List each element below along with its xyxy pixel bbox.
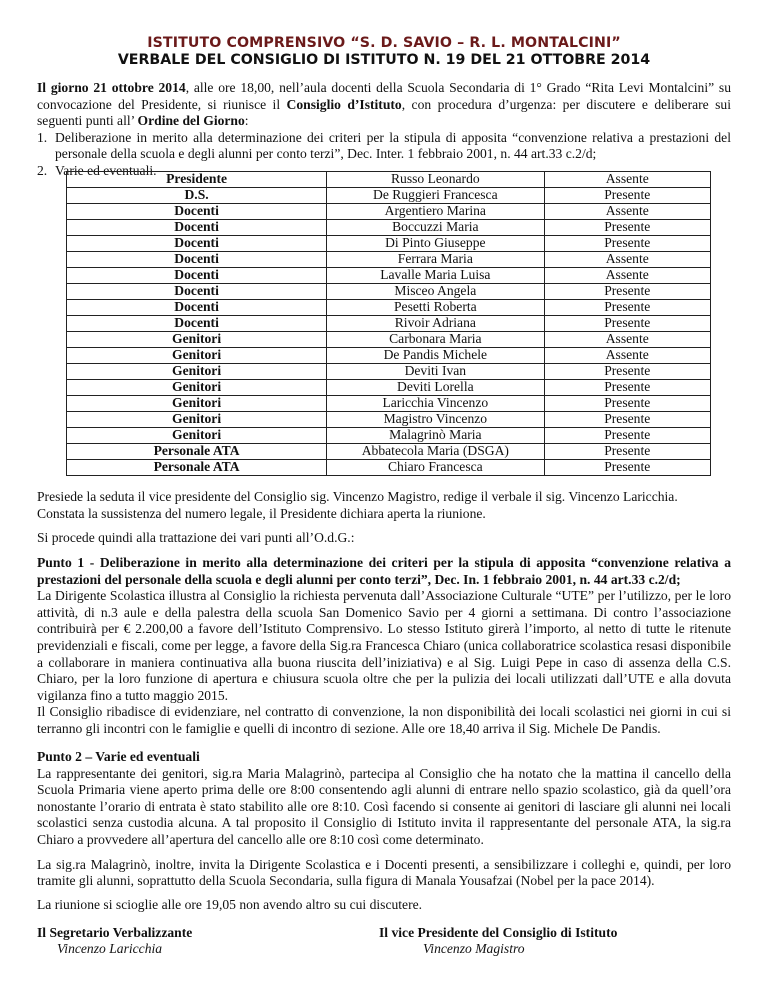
point-2-section: [37, 749, 731, 890]
name-cell: De Pandis Michele: [327, 348, 544, 364]
role-cell: Docenti: [67, 252, 327, 268]
status-cell: Presente: [544, 316, 711, 332]
table-row: [67, 428, 711, 444]
status-cell: Presente: [544, 460, 711, 476]
opening-section: [37, 489, 731, 522]
role-cell: Genitori: [67, 412, 327, 428]
status-cell: Presente: [544, 396, 711, 412]
role-cell: Docenti: [67, 236, 327, 252]
role-cell: Genitori: [67, 364, 327, 380]
status-cell: Presente: [544, 284, 711, 300]
status-cell: Presente: [544, 188, 711, 204]
status-cell: Presente: [544, 220, 711, 236]
name-cell: Magistro Vincenzo: [327, 412, 544, 428]
name-cell: Lavalle Maria Luisa: [327, 268, 544, 284]
signature-label: Il vice Presidente del Consiglio di Istituto: [379, 925, 618, 940]
vice-president-signature: [379, 925, 617, 957]
role-cell: Genitori: [67, 428, 327, 444]
role-cell: Docenti: [67, 204, 327, 220]
table-row: [67, 348, 711, 364]
chair-statement: Presiede la seduta il vice presidente del Consiglio sig. Vincenzo Magistro, redige il verbale il sig. Vincenzo Laricchia.: [37, 489, 678, 504]
status-cell: Assente: [544, 332, 711, 348]
name-cell: Rivoir Adriana: [327, 316, 544, 332]
status-cell: Assente: [544, 268, 711, 284]
status-cell: Presente: [544, 236, 711, 252]
status-cell: Presente: [544, 300, 711, 316]
meeting-date: Il giorno 21 ottobre 2014: [37, 80, 186, 95]
agenda-item: 1. Deliberazione in merito alla determinazione dei criteri per la stipula di apposita “convenzione relativa a prestazioni del personale della scuola e degli alunni per conto terzi”, Dec. Inter. 1 febbraio 2001, n. 44 art.33 c.2/d;: [37, 129, 731, 162]
name-cell: Deviti Lorella: [327, 380, 544, 396]
table-row: [67, 380, 711, 396]
status-cell: Presente: [544, 380, 711, 396]
agenda-label: Ordine del Giorno: [137, 113, 245, 129]
status-cell: Presente: [544, 444, 711, 460]
name-cell: Ferrara Maria: [327, 252, 544, 268]
institute-title: ISTITUTO COMPRENSIVO “S. D. SAVIO – R. L. MONTALCINI”: [147, 35, 621, 51]
name-cell: Deviti Ivan: [327, 364, 544, 380]
role-cell: Docenti: [67, 220, 327, 236]
role-cell: Genitori: [67, 332, 327, 348]
name-cell: Di Pinto Giuseppe: [327, 236, 544, 252]
table-row: [67, 188, 711, 204]
table-row: [67, 460, 711, 476]
table-row: [67, 332, 711, 348]
attendance-table: [66, 171, 711, 476]
table-row: [67, 396, 711, 412]
role-cell: Personale ATA: [67, 444, 327, 460]
table-row: [67, 316, 711, 332]
status-cell: Assente: [544, 204, 711, 220]
closing-statement: La riunione si scioglie alle ore 19,05 non avendo altro su cui discutere.: [37, 897, 423, 912]
status-cell: Assente: [544, 172, 711, 188]
table-row: [67, 300, 711, 316]
status-cell: Assente: [544, 348, 711, 364]
minutes-title: VERBALE DEL CONSIGLIO DI ISTITUTO N. 19 DEL 21 OTTOBRE 2014: [117, 52, 651, 68]
signature-label: Il Segretario Verbalizzante: [37, 925, 193, 940]
name-cell: Misceo Angela: [327, 284, 544, 300]
quorum-statement: Constata la sussistenza del numero legale, il Presidente dichiara aperta la riunione.: [37, 505, 486, 521]
point-2-heading: Punto 2 – Varie ed eventuali: [37, 749, 200, 764]
point-1-paragraph: Il Consiglio ribadisce di evidenziare, nel contratto di convenzione, la non disponibilità dei locali scolastici nei giorni in cui si terranno gli incontri con le famiglie e quelli di incontro di sezione. Alle ore 18,40 arriva il Sig. Michele De Pandis.: [37, 704, 731, 736]
table-row: [67, 172, 711, 188]
role-cell: D.S.: [67, 188, 327, 204]
table-row: [67, 236, 711, 252]
name-cell: Argentiero Marina: [327, 204, 544, 220]
role-cell: Docenti: [67, 316, 327, 332]
point-1-heading: Punto 1 - Deliberazione in merito alla determinazione dei criteri per la stipula di apposita “convenzione relativa a prestazioni del personale della scuola e degli alunni per conto terzi”, Dec. In. 1 febbraio 2001, n. 44 art.33 c.2/d;: [37, 555, 731, 587]
secretary-signature: [37, 925, 192, 957]
name-cell: Chiaro Francesca: [327, 460, 544, 476]
name-cell: Malagrinò Maria: [327, 428, 544, 444]
signature-name: Vincenzo Magistro: [423, 941, 525, 956]
point-1-section: [37, 555, 731, 738]
point-2-paragraph: La rappresentante dei genitori, sig.ra Maria Malagrinò, partecipa al Consiglio che ha notato che la mattina il cancello della Scuola Primaria viene aperto prima delle ore 8:00 consentendo agli alunni di entrare nello spazio scolastico, già da quell’ora nonostante l’orario di entrata è stato stabilito alle ore 8:10. Così facendo si consente ai genitori di lasciare gli alunni nei locali scolastici senza custodia alcuna. A tal proposito il Consiglio di Istituto invita il rappresentante del personale ATA, la sig.ra Chiaro a provvedere all’apertura del cancello alle ore 8:10 così come determinato.: [37, 765, 731, 847]
status-cell: Presente: [544, 412, 711, 428]
role-cell: Docenti: [67, 300, 327, 316]
status-cell: Assente: [544, 252, 711, 268]
name-cell: Pesetti Roberta: [327, 300, 544, 316]
table-row: [67, 252, 711, 268]
table-row: [67, 364, 711, 380]
table-row: [67, 220, 711, 236]
council-name: Consiglio d’Istituto: [286, 96, 402, 112]
role-cell: Genitori: [67, 348, 327, 364]
role-cell: Docenti: [67, 268, 327, 284]
name-cell: Boccuzzi Maria: [327, 220, 544, 236]
table-row: [67, 444, 711, 460]
table-row: [67, 412, 711, 428]
status-cell: Presente: [544, 364, 711, 380]
name-cell: Russo Leonardo: [327, 172, 544, 188]
proceed-statement: Si procede quindi alla trattazione dei vari punti all’O.d.G.:: [37, 530, 355, 545]
table-row: [67, 284, 711, 300]
role-cell: Presidente: [67, 172, 327, 188]
point-1-paragraph: La Dirigente Scolastica illustra al Consiglio la richiesta pervenuta dall’Associazione Culturale “UTE” per l’utilizzo, per le loro attività, di n.3 aule e della palestra della scuola San Domenico Savio per 4 giorni a settimana. Di contro l’associazione contribuirà per € 2.200,00 a favore dell’Istituto Comprensivo. Lo stesso Istituto girerà l’importo, al netto di tutte le ritenute previdenziali e fiscali, come per legge, a favore della Sig.ra Francesca Chiaro (unica collaboratrice scolastica resasi disponibile a collaborare in maniera continuativa alla buona riuscita dell’iniziativa) e al Sig. Luigi Pepe in caso di assenza della C.S. Chiaro, per la loro funzione di apertura e chiusura scuola oltre che per la pulizia dei locali utilizzati dall’UTE e alla dovuta vigilanza fino a tutto maggio 2015.: [37, 588, 731, 703]
name-cell: Abbatecola Maria (DSGA): [327, 444, 544, 460]
table-row: [67, 204, 711, 220]
name-cell: Laricchia Vincenzo: [327, 396, 544, 412]
status-cell: Presente: [544, 428, 711, 444]
signature-name: Vincenzo Laricchia: [57, 941, 163, 956]
intro-paragraph: Il giorno 21 ottobre 2014, alle ore 18,00, nell’aula docenti della Scuola Secondaria di 1° Grado “Rita Levi Montalcini” su convocazione del Presidente, si riunisce il Consiglio d’Istituto, con procedura d’urgenza: per discutere e deliberare sui seguenti punti all’ Ordine del Giorno:: [37, 80, 731, 129]
role-cell: Docenti: [67, 284, 327, 300]
name-cell: De Ruggieri Francesca: [327, 188, 544, 204]
role-cell: Genitori: [67, 396, 327, 412]
agenda-item: 2. Varie ed eventuali.: [37, 162, 157, 178]
point-2-paragraph: La sig.ra Malagrinò, inoltre, invita la Dirigente Scolastica e i Docenti presenti, a sensibilizzare i colleghi e, quindi, per loro tramite gli alunni, soprattutto della Scuola Secondaria, sulla figura di Manala Yousafzai (Nobel per la pace 2014).: [37, 856, 731, 889]
intro-section: [37, 80, 731, 180]
table-row: [67, 268, 711, 284]
role-cell: Genitori: [67, 380, 327, 396]
name-cell: Carbonara Maria: [327, 332, 544, 348]
role-cell: Personale ATA: [67, 460, 327, 476]
